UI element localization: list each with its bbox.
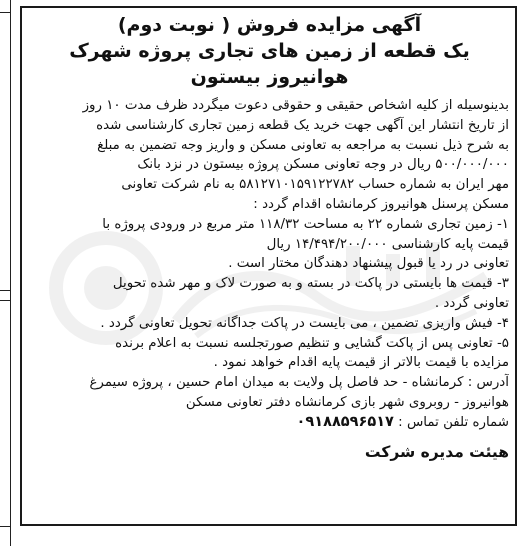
signature: هیئت مدیره شرکت	[364, 442, 509, 461]
body-line: ۴- فیش واریزی تضمین ، می بایست در پاکت جداگانه تحویل تعاونی گردد .	[100, 315, 509, 331]
body-line: مسکن پرسنل هوانیروز کرمانشاه اقدام گردد :	[253, 196, 509, 212]
body-line: قیمت پایه کارشناسی ۱۴/۴۹۴/۲۰۰/۰۰۰ ریال	[266, 236, 509, 252]
body-line: ۳- قیمت ها بایستی در پاکت در بسته و به صورت لاک و مهر شده تحویل	[112, 276, 509, 292]
phone-line	[30, 413, 509, 433]
body-line: مهر ایران به شماره حساب ۵۸۱۲۷۱۰۱۵۹۱۲۲۷۸۲ به نام شرکت تعاونی	[121, 177, 509, 193]
body-line: از تاریخ انتشار این آگهی جهت خرید یک قطعه زمین تجاری کارشناسی شده	[96, 117, 509, 133]
column-rule	[0, 12, 10, 13]
body-line: ۱- زمین تجاری شماره ۲۲ به مساحت ۱۱۸/۳۲ متر مربع در ورودی پروژه با	[102, 216, 509, 232]
body-line: تعاونی در رد یا قبول پیشنهاد دهندگان مختار است .	[228, 256, 509, 272]
body-line: مزایده با قیمت بالاتر از قیمت پایه اقدام خواهد نمود .	[213, 355, 509, 371]
body-line: ۵- تعاونی پس از پاکت گشایی و تنظیم صورتجلسه نسبت به اعلام برنده	[115, 335, 509, 351]
left-column-edge	[0, 0, 11, 546]
phone-number: ۰۹۱۸۸۵۹۶۵۱۷	[296, 413, 394, 430]
address-line: هوانیروز - روبروی شهر بازی کرمانشاه دفتر تعاونی مسکن	[185, 394, 509, 410]
column-rule	[0, 526, 10, 527]
body-line: بدینوسیله از کلیه اشخاص حقیقی و حقوقی دعوت میگردد ظرف مدت ۱۰ روز	[82, 98, 509, 113]
column-rule	[0, 300, 10, 301]
ad-subtitle: یک قطعه از زمین های تجاری پروژه شهرک هوانیروز بیستون	[69, 40, 470, 88]
column-rule	[0, 290, 10, 291]
body-line: تعاونی گردد .	[434, 295, 509, 311]
body-line: به شرح ذیل نسبت به مراجعه به تعاونی مسکن و واریز وجه تضمین به مبلغ	[97, 137, 509, 153]
body-line: ۵۰۰/۰۰۰/۰۰۰ ریال در وجه تعاونی مسکن پروژه بیستون در نزد بانک	[137, 157, 509, 173]
auction-ad-box	[20, 6, 517, 526]
ad-content	[30, 12, 509, 480]
phone-label: شماره تلفن تماس :	[398, 414, 509, 430]
ad-title: آگهی مزایده فروش ( نوبت دوم)	[117, 14, 422, 36]
address-line: آدرس : کرمانشاه - حد فاصل پل ولایت به میدان امام حسین ، پروژه سیمرغ	[89, 375, 509, 391]
